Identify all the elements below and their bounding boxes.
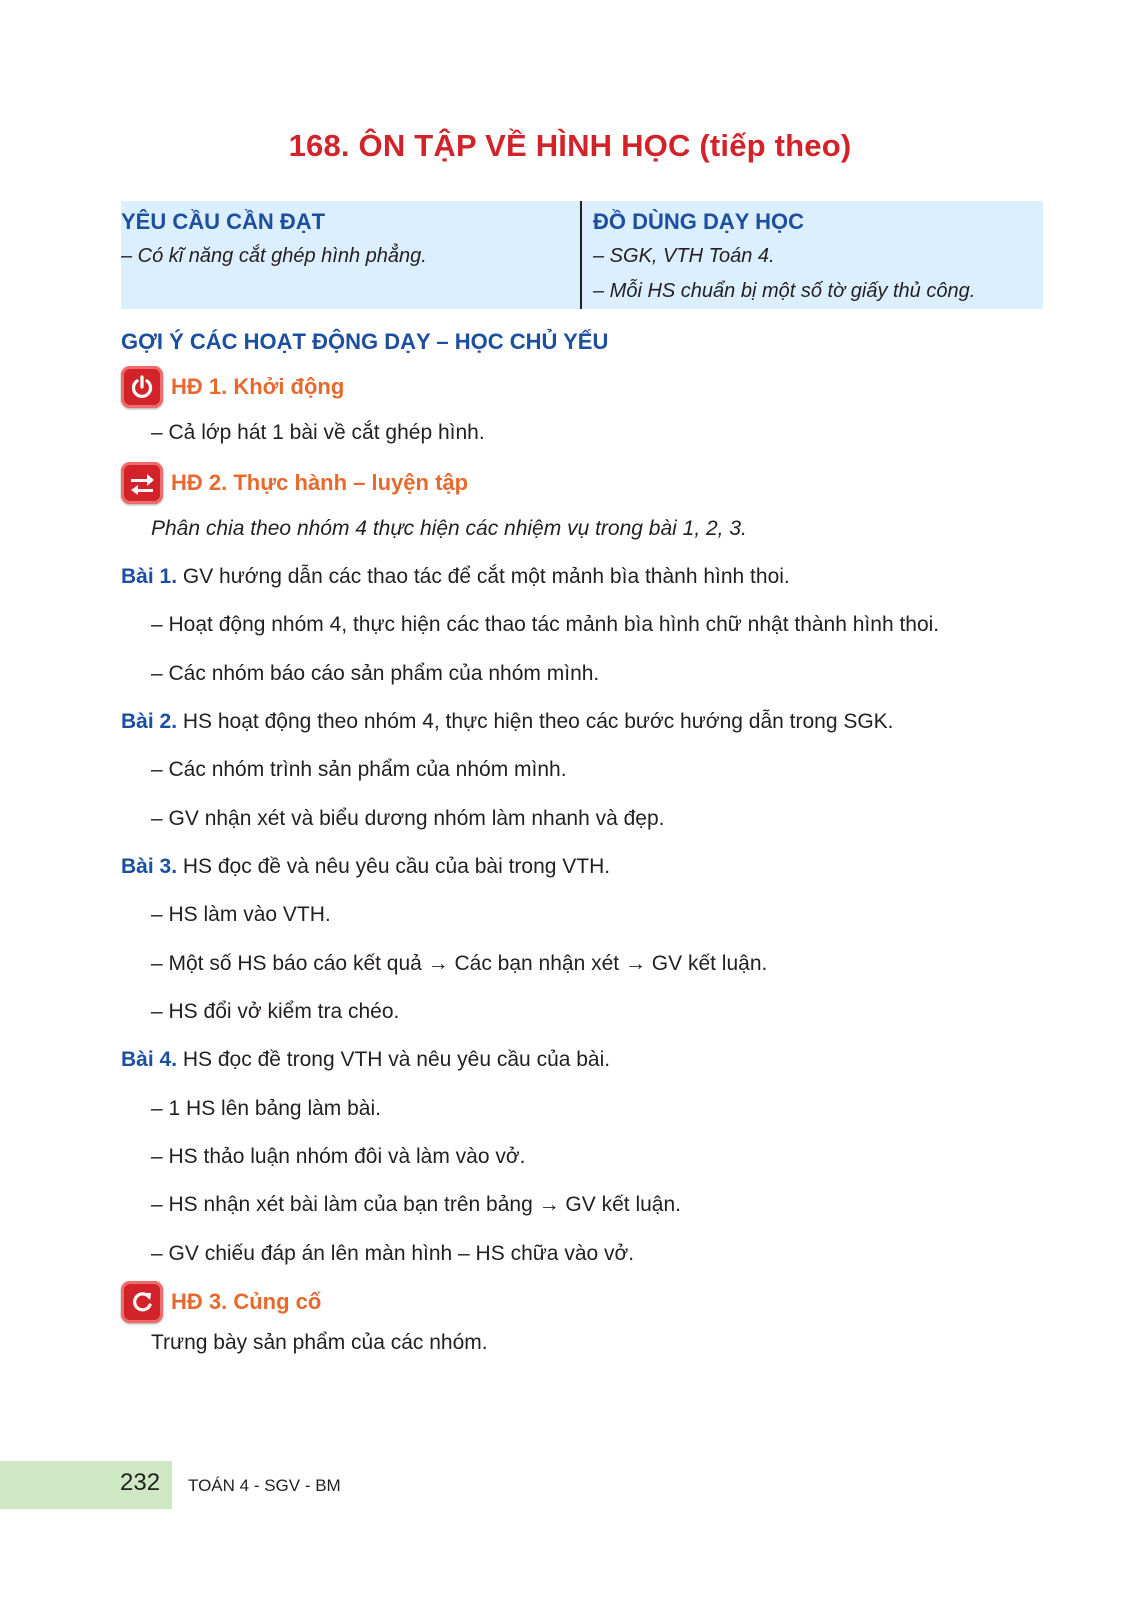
activity-1-line: – Cả lớp hát 1 bài về cắt ghép hình.	[151, 421, 485, 444]
material-item: – Mỗi HS chuẩn bị một số tờ giấy thủ công.	[593, 280, 976, 302]
activity-1-heading	[121, 365, 344, 409]
exercise-text: GV hướng dẫn các thao tác để cắt một mảnh bìa thành hình thoi.	[177, 565, 790, 588]
requirements-column	[121, 205, 427, 274]
list-item: – GV nhận xét và biểu dương nhóm làm nhanh và đẹp.	[151, 807, 665, 830]
materials-heading: ĐỒ DÙNG DẠY HỌC	[593, 209, 805, 234]
exercise-text: HS hoạt động theo nhóm 4, thực hiện theo các bước hướng dẫn trong SGK.	[177, 710, 894, 733]
requirements-divider	[580, 201, 582, 309]
activity-2-title: HĐ 2. Thực hành – luyện tập	[171, 470, 469, 495]
exercise-4	[121, 1048, 610, 1072]
requirements-heading: YÊU CẦU CẦN ĐẠT	[121, 209, 326, 234]
list-item: – Một số HS báo cáo kết quả → Các bạn nhận xét → GV kết luận.	[151, 952, 768, 975]
list-item: – Hoạt động nhóm 4, thực hiện các thao tác mảnh bìa hình chữ nhật thành hình thoi.	[151, 613, 940, 636]
list-item: – Các nhóm trình sản phẩm của nhóm mình.	[151, 758, 567, 781]
page-title: 168. ÔN TẬP VỀ HÌNH HỌC (tiếp theo)	[288, 128, 852, 163]
exercise-1	[121, 565, 790, 589]
list-item: – HS đổi vở kiểm tra chéo.	[151, 1000, 400, 1023]
list-item: – HS làm vào VTH.	[151, 903, 331, 926]
exercise-text: HS đọc đề và nêu yêu cầu của bài trong VTH.	[177, 855, 611, 878]
activity-1-title: HĐ 1. Khởi động	[171, 374, 345, 399]
activity-3-line: Trưng bày sản phẩm của các nhóm.	[151, 1331, 488, 1354]
list-item: – HS nhận xét bài làm của bạn trên bảng → GV kết luận.	[151, 1193, 681, 1216]
activity-3-heading	[121, 1280, 321, 1324]
activity-3-title: HĐ 3. Củng cố	[171, 1289, 322, 1314]
exercise-2	[121, 710, 894, 734]
book-title: TOÁN 4 - SGV - BM	[188, 1476, 341, 1495]
refresh-icon	[121, 1281, 163, 1323]
power-icon	[121, 366, 163, 408]
activity-2-heading	[121, 461, 468, 505]
exercise-label: Bài 1.	[121, 565, 178, 588]
exercise-3	[121, 855, 610, 879]
materials-column	[593, 205, 975, 309]
exercise-label: Bài 2.	[121, 710, 178, 733]
exercise-label: Bài 4.	[121, 1048, 178, 1071]
exercise-label: Bài 3.	[121, 855, 178, 878]
list-item: – Các nhóm báo cáo sản phẩm của nhóm mình.	[151, 662, 600, 685]
section-heading: GỢI Ý CÁC HOẠT ĐỘNG DẠY – HỌC CHỦ YẾU	[121, 329, 609, 354]
material-item: – SGK, VTH Toán 4.	[593, 245, 775, 267]
exchange-arrows-icon	[121, 462, 163, 504]
page-number: 232	[120, 1469, 161, 1496]
exercise-text: HS đọc đề trong VTH và nêu yêu cầu của bài.	[177, 1048, 611, 1071]
requirement-item: – Có kĩ năng cắt ghép hình phẳng.	[121, 245, 427, 267]
list-item: – HS thảo luận nhóm đôi và làm vào vở.	[151, 1145, 526, 1168]
list-item: – 1 HS lên bảng làm bài.	[151, 1097, 381, 1120]
list-item: – GV chiếu đáp án lên màn hình – HS chữa vào vở.	[151, 1242, 635, 1265]
activity-2-intro: Phân chia theo nhóm 4 thực hiện các nhiệm vụ trong bài 1, 2, 3.	[151, 517, 747, 540]
